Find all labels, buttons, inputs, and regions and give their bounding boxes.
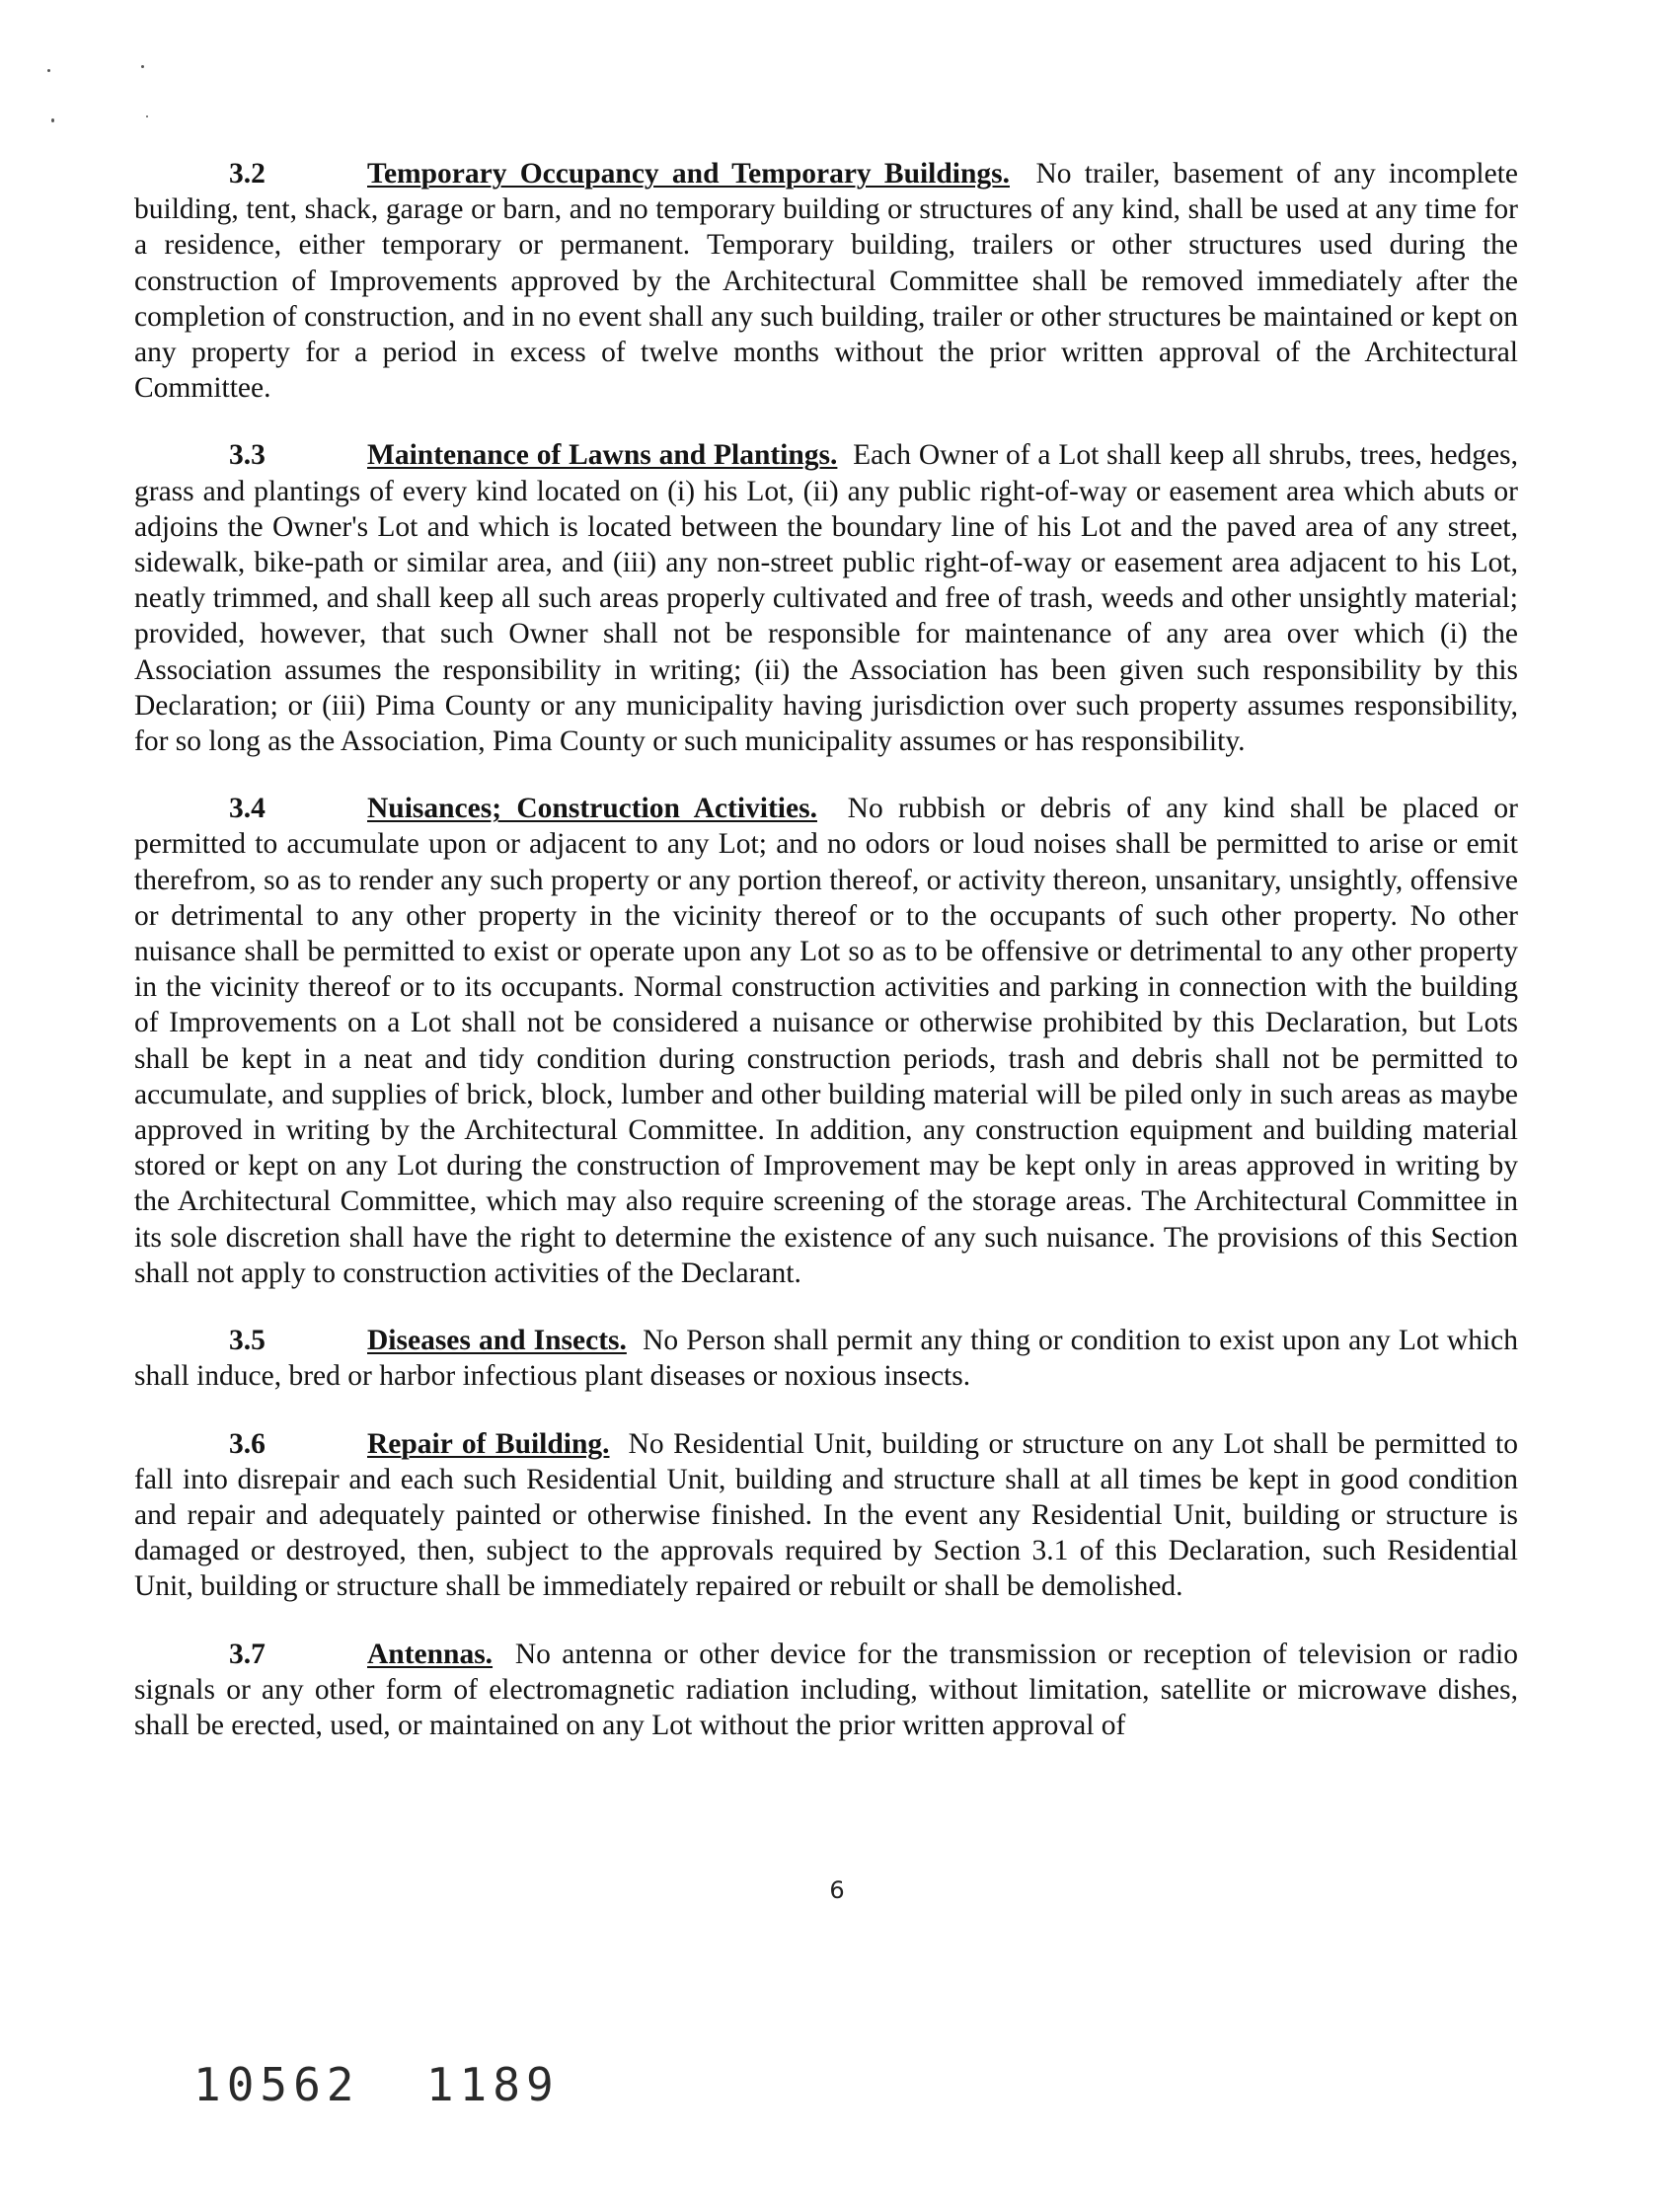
section-number: 3.2 [229, 158, 266, 190]
scan-speck [51, 118, 54, 122]
section-3-5 [134, 1323, 1518, 1394]
section-number: 3.5 [229, 1325, 266, 1357]
section-title: Maintenance of Lawns and Plantings. [367, 439, 838, 472]
page-number: 6 [829, 1876, 845, 1904]
section-3-4 [134, 791, 1518, 1291]
scan-speck [141, 65, 144, 68]
section-body: No rubbish or debris of any kind shall be placed or permitted to accumulate upon or adjacent to any Lot; and no odors or loud noises shall be permitted to arise or emit therefrom, so as to render any such property or any portion thereof, or activity thereon, unsanitary, unsightly, offensive or detrimental to any other property in the vicinity thereof or to the occupants of such other property. No other nuisance shall be permitted to exist or operate upon any Lot so as to be offensive or detrimental to any other property in the vicinity thereof or to its occupants. Normal construction activities and parking in connection with the building of Improvements on a Lot shall not be considered a nuisance or otherwise prohibited by this Declaration, but Lots shall be kept in a neat and tidy condition during construction periods, trash and debris shall not be permitted to accumulate, and supplies of brick, block, lumber and other building material will be piled only in such areas as maybe approved in writing by the Architectural Committee. In addition, any construction equipment and building material stored or kept on any Lot during the construction of Improvement may be kept only in areas approved in writing by the Architectural Committee, which may also require screening of the storage areas. The Architectural Committee in its sole discretion shall have the right to determine the existence of any such nuisance. The provisions of this Section shall not apply to construction activities of the Declarant. [134, 793, 1519, 1289]
document-body [134, 156, 1518, 1775]
section-3-7 [134, 1637, 1518, 1744]
section-body: No trailer, basement of any incomplete building, tent, shack, garage or barn, and no temporary building or structures of any kind, shall be used at any time for a residence, either temporary or permanent. Temporary building, trailers or other structures used during the construction of Improvements approved by the Architectural Committee shall be removed immediately after the completion of construction, and in no event shall any such building, trailer or other structures be maintained or kept on any property for a period in excess of twelve months without the prior written approval of the Architectural Committee. [134, 158, 1518, 405]
section-title: Diseases and Insects. [367, 1325, 627, 1357]
section-body: Each Owner of a Lot shall keep all shrubs, trees, hedges, grass and plantings of every kind located on (i) his Lot, (ii) any public right-of-way or easement area which abuts or adjoins the Owner's Lot and which is located between the boundary line of his Lot and the paved area of any street, sidewalk, bike-path or similar area, and (iii) any non-street public right-of-way or easement area adjacent to his Lot, neatly trimmed, and shall keep all such areas properly cultivated and free of trash, weeds and other unsightly material; provided, however, that such Owner shall not be responsible for maintenance of any area over which (i) the Association assumes the responsibility in writing; (ii) the Association has been given such responsibility by this Declaration; or (iii) Pima County or any municipality having jurisdiction over such property assumes responsibility, for so long as the Association, Pima County or such municipality assumes or has responsibility. [134, 439, 1518, 758]
section-number: 3.4 [229, 793, 266, 825]
section-number: 3.7 [229, 1638, 266, 1670]
section-body: No Person shall permit any thing or condition to exist upon any Lot which shall induce, bred or harbor infectious plant diseases or noxious insects. [134, 1325, 1518, 1393]
section-3-3 [134, 437, 1518, 759]
scan-speck [47, 69, 50, 72]
section-title: Temporary Occupancy and Temporary Buildings. [367, 158, 1010, 190]
section-title: Nuisances; Construction Activities. [367, 793, 817, 825]
section-body: No antenna or other device for the transmission or reception of television or radio signals or any other form of electromagnetic radiation including, without limitation, satellite or microwave dishes, shall be erected, used, or maintained on any Lot without the prior written approval of [134, 1638, 1519, 1741]
section-3-6 [134, 1426, 1518, 1605]
section-title: Repair of Building. [367, 1427, 610, 1460]
section-number: 3.3 [229, 439, 266, 472]
scan-speck [146, 115, 148, 117]
section-number: 3.6 [229, 1427, 266, 1460]
section-title: Antennas. [367, 1638, 494, 1670]
recording-stamp: 10562 1189 [193, 2058, 560, 2111]
section-body: No Residential Unit, building or structure on any Lot shall be permitted to fall into disrepair and each such Residential Unit, building and structure shall at all times be kept in good condition and repair and adequately painted or otherwise finished. In the event any Residential Unit, building or structure is damaged or destroyed, then, subject to the approvals required by Section 3.1 of this Declaration, such Residential Unit, building or structure shall be immediately repaired or rebuilt or shall be demolished. [134, 1427, 1519, 1603]
section-3-2 [134, 156, 1518, 406]
